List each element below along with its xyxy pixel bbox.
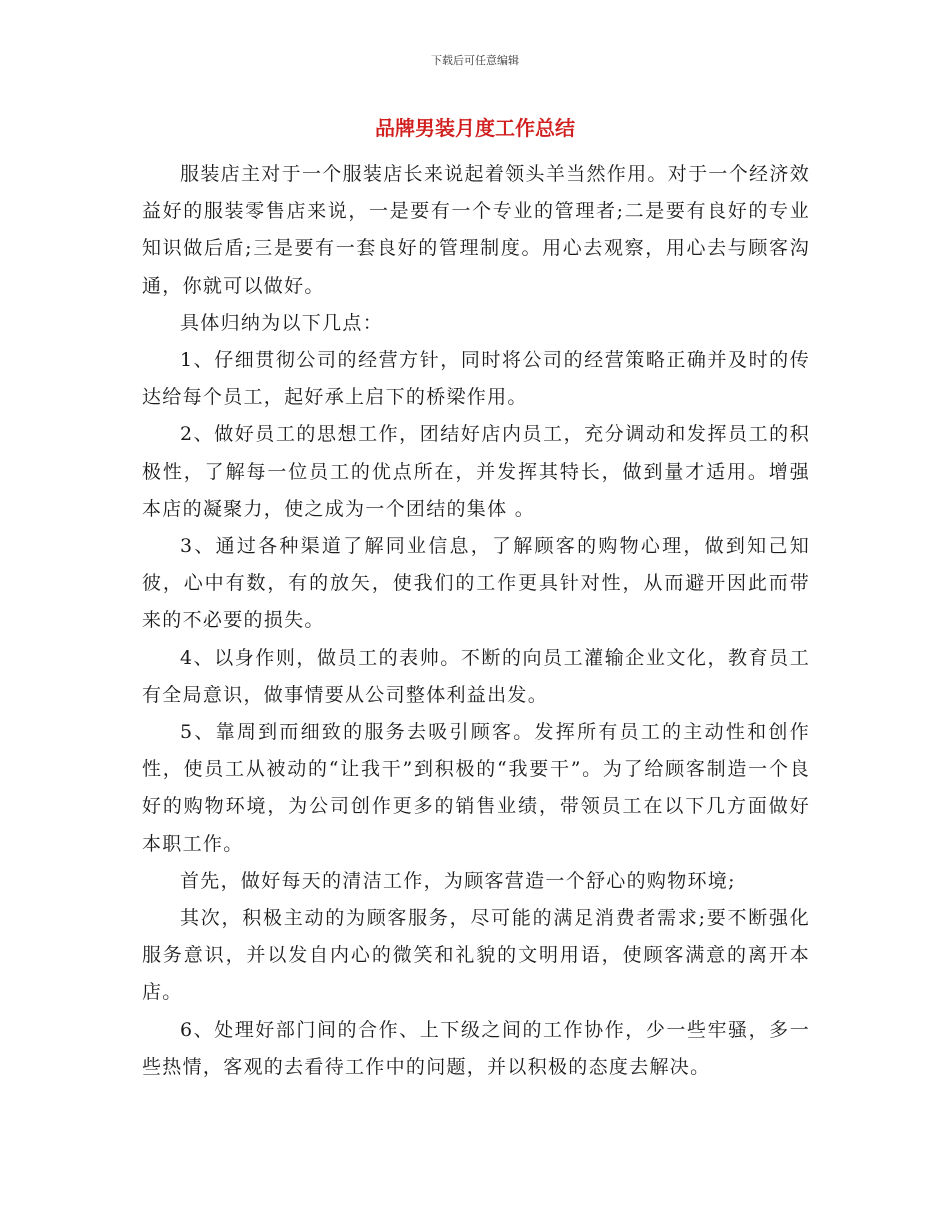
paragraph-point-5: 5、靠周到而细致的服务去吸引顾客。发挥所有员工的主动性和创作性，使员工从被动的“让我干”到积极的“我要干”。为了给顾客制造一个良好的购物环境，为公司创作更多的销售业绩，带领员工在以下几方面做好本职工作。 [142,721,810,855]
document-title: 品牌男装月度工作总结 [375,116,575,140]
paragraph-point-4: 4、以身作则，做员工的表帅。不断的向员工灌输企业文化，教育员工有全局意识，做事情要从公司整体利益出发。 [142,646,810,706]
paragraph-intro: 服装店主对于一个服装店长来说起着领头羊当然作用。对于一个经济效益好的服装零售店来说，一是要有一个专业的管理者;二是要有良好的专业知识做后盾;三是要有一套良好的管理制度。用心去观察，用心去与顾客沟通，你就可以做好。 [142,163,810,297]
paragraph-point-3: 3、通过各种渠道了解同业信息，了解顾客的购物心理，做到知己知彼，心中有数，有的放矢，使我们的工作更具针对性，从而避开因此而带来的不必要的损失。 [142,535,810,632]
paragraph-summary-lead: 具体归纳为以下几点： [180,311,384,334]
header-note: 下载后可任意编辑 [431,54,519,67]
paragraph-first: 首先，做好每天的清洁工作，为顾客营造一个舒心的购物环境; [180,869,736,892]
document-body [142,156,810,1086]
paragraph-point-6: 6、处理好部门间的合作、上下级之间的工作协作，少一些牢骚，多一些热情，客观的去看待工作中的问题，并以积极的态度去解决。 [142,1018,810,1078]
paragraph-point-2: 2、做好员工的思想工作，团结好店内员工，充分调动和发挥员工的积极性，了解每一位员工的优点所在，并发挥其特长，做到量才适用。增强本店的凝聚力，使之成为一个团结的集体 。 [142,423,810,520]
paragraph-point-1: 1、仔细贯彻公司的经营方针，同时将公司的经营策略正确并及时的传达给每个员工，起好承上启下的桥梁作用。 [142,349,810,409]
paragraph-second: 其次，积极主动的为顾客服务，尽可能的满足消费者需求;要不断强化服务意识，并以发自内心的微笑和礼貌的文明用语，使顾客满意的离开本店。 [142,907,810,1004]
